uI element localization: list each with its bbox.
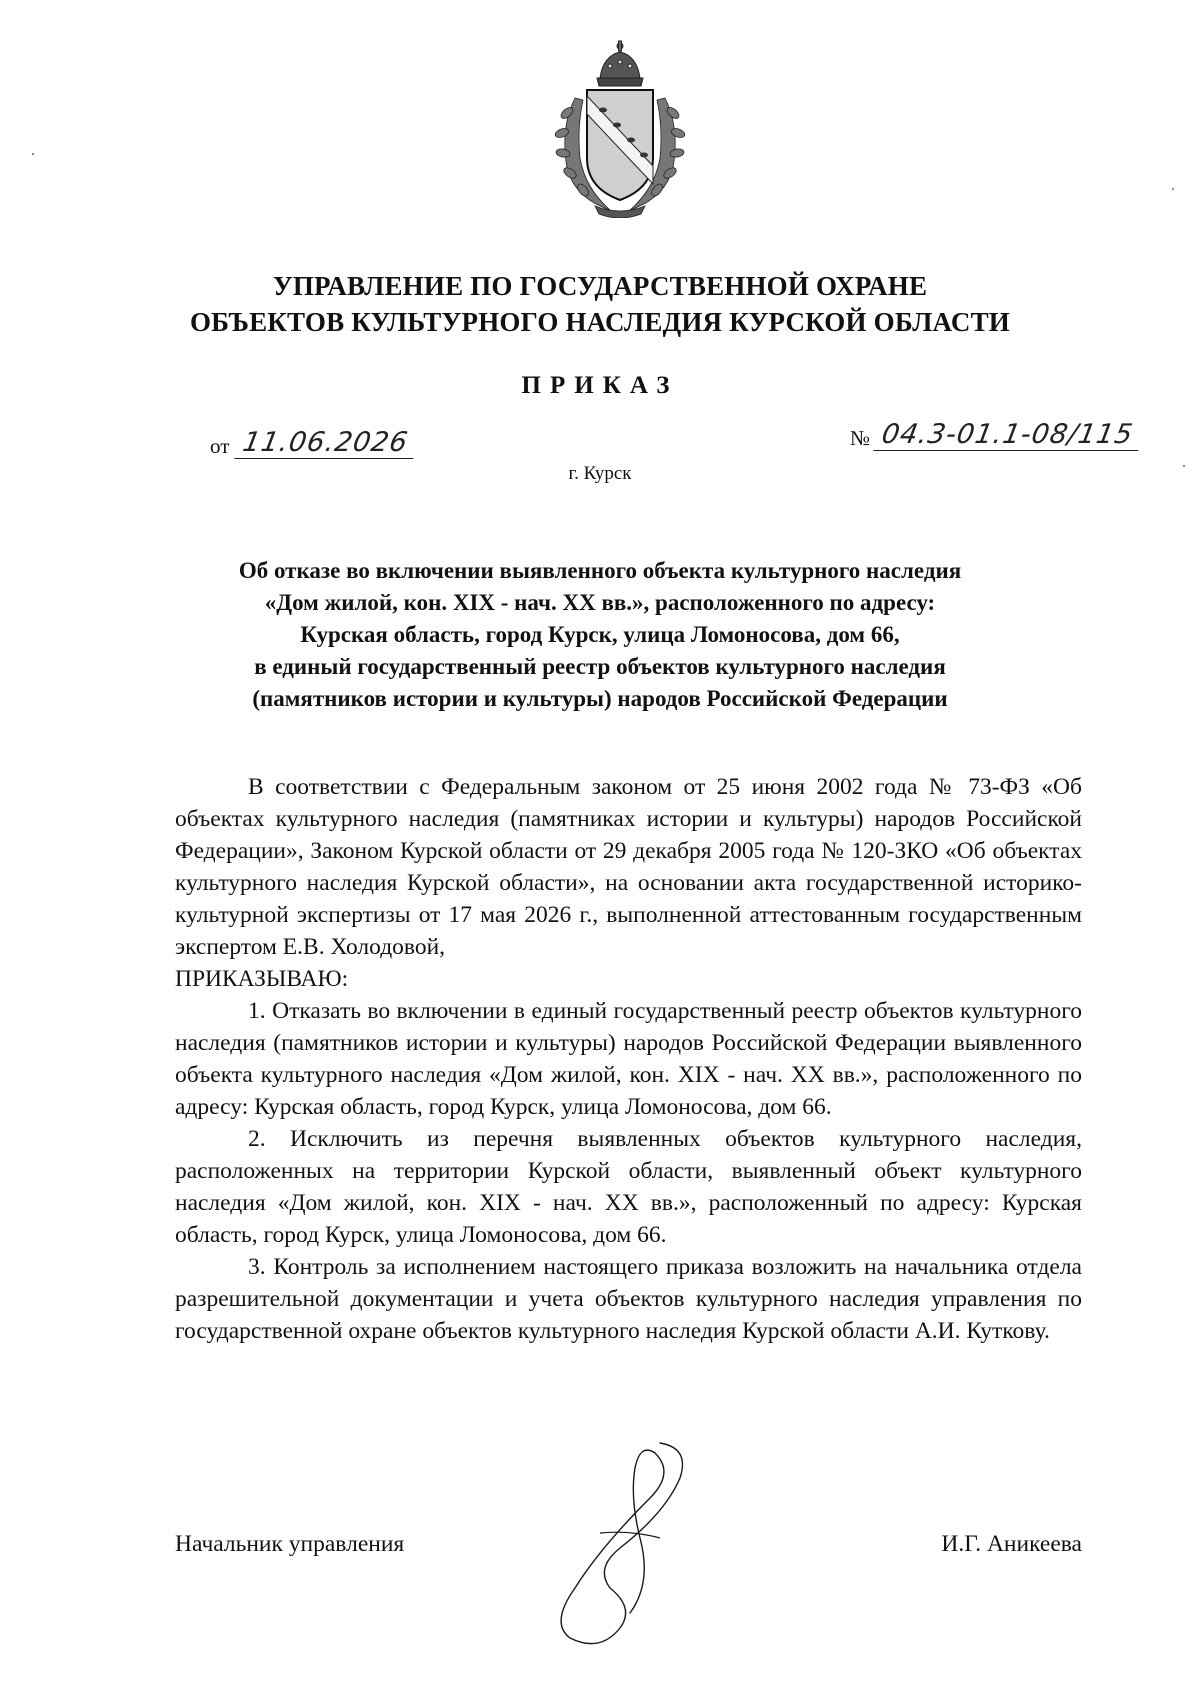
order-number-line [850,420,1141,451]
handwritten-signature [540,1438,730,1663]
organization-title [150,268,1050,340]
city: г. Курск [568,463,632,484]
order-subject [160,555,1040,715]
subject-line: в единый государственный реестр объектов культурного наследия [254,654,946,679]
order-date-line [210,428,416,459]
organization-title-line1: УПРАВЛЕНИЕ ПО ГОСУДАРСТВЕННОЙ ОХРАНЕ [272,271,928,301]
preamble-paragraph: В соответствии с Федеральным законом от 25 июня 2002 года № 73-ФЗ «Об объектах культурного наследия (памятниках истории и культуры) народов Российской Федерации», Законом Курской области от 29 декабря 2005 года № 120-ЗКО «Об объектах культурного наследия Курской области», на основании акта государственной историко-культурной экспертизы от 17 мая 2026 г., выполненной аттестованным государственным экспертом Е.В. Холодовой, [175,774,1082,960]
signer-position: Начальник управления [175,1531,405,1557]
date-prefix: от [210,434,230,458]
order-item-1: 1. Отказать во включении в единый государственный реестр объектов культурного наследия (памятников истории и культуры) народов Российской Федерации выявленного объекта культурного наследия «Дом жилой, кон. XIX - нач. XX вв.», расположенного по адресу: Курская область, город Курск, улица Ломоносова, дом 66. [175,998,1082,1120]
subject-line: Об отказе во включении выявленного объекта культурного наследия [238,558,962,583]
kursk-oblast-coat-of-arms-icon [545,38,695,218]
order-word: ПРИКАЗЫВАЮ: [175,966,349,992]
organization-title-line2: ОБЪЕКТОВ КУЛЬТУРНОГО НАСЛЕДИЯ КУРСКОЙ ОБЛАСТИ [189,307,1010,337]
subject-line: Курская область, город Курск, улица Ломоносова, дом 66, [300,622,900,647]
order-body [175,771,1082,1347]
signer-name: И.Г. Аникеева [941,1531,1082,1557]
scan-speck [32,153,34,155]
subject-line: (памятников истории и культуры) народов Российской Федерации [252,686,948,711]
number-prefix: № [850,426,871,450]
order-number: 04.3-01.1-08/115 [873,420,1143,451]
order-item-2: 2. Исключить из перечня выявленных объектов культурного наследия, расположенных на территории Курской области, выявленный объект культурного наследия «Дом жилой, кон. XIX - нач. XX вв.», расположенный по адресу: Курская область, город Курск, улица Ломоносова, дом 66. [175,1126,1082,1248]
order-item-3: 3. Контроль за исполнением настоящего приказа возложить на начальника отдела разрешительной документации и учета объектов культурного наследия управления по государственной охране объектов культурного наследия Курской области А.И. Куткову. [175,1254,1082,1344]
subject-line: «Дом жилой, кон. XIX - нач. XX вв.», расположенного по адресу: [264,590,936,615]
order-date: 11.06.2026 [235,428,419,459]
document-type: ПРИКАЗ [521,372,679,399]
scan-speck [1172,188,1174,190]
scan-speck [1183,465,1185,467]
